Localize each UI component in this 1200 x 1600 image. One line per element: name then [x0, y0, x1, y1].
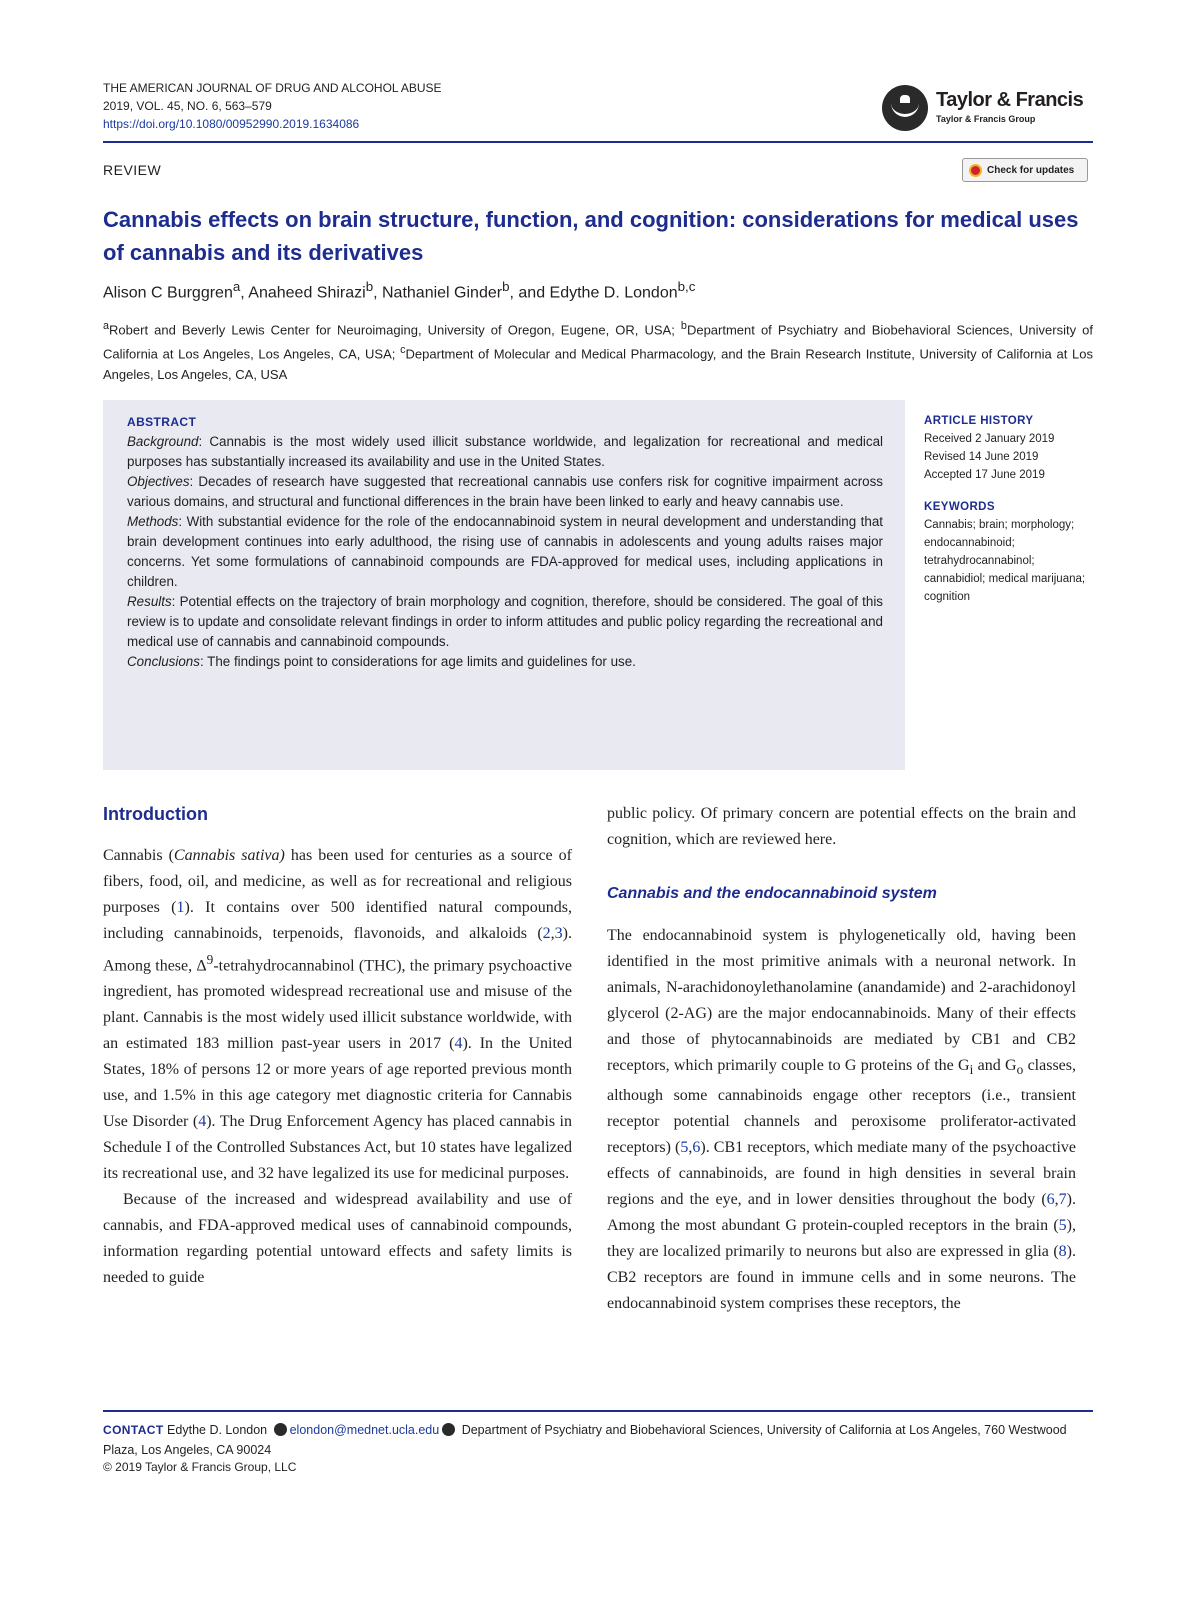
left-column — [103, 801, 572, 1291]
citation-link[interactable]: 6 — [1046, 1191, 1055, 1209]
publisher-name: Taylor & Francis — [936, 89, 1084, 111]
publisher-logo — [882, 85, 1092, 133]
abstract-background — [127, 432, 883, 472]
author: , Anaheed Shirazi — [240, 284, 366, 302]
abstract-label: Conclusions — [127, 654, 200, 669]
doi-link[interactable]: https://doi.org/10.1080/00952990.2019.1634086 — [103, 117, 360, 131]
right-column — [607, 801, 1076, 1317]
citation-link[interactable]: 4 — [198, 1113, 207, 1131]
author-sup: b,c — [677, 279, 696, 294]
abstract-text: : Decades of research have suggested that recreational cannabis use confers risk for cognitive impairment across various domains, and structural and functional differences in the brain have been linked to early and heavy cannabis use. — [127, 474, 883, 509]
affil-text: Department of Psychiatry and Biobehavioral Sciences, University of California at Los Angeles, Los Angeles, CA, USA; — [103, 322, 1093, 362]
author-sup: b — [502, 279, 510, 294]
journal-header — [103, 79, 442, 133]
contact-email-link[interactable]: elondon@mednet.ucla.edu — [289, 1423, 440, 1437]
revised-date: Revised 14 June 2019 — [924, 451, 1039, 463]
lamp-icon — [882, 85, 928, 131]
author: , Nathaniel Ginder — [373, 284, 503, 302]
article-sidebar — [924, 412, 1094, 606]
abstract-heading: ABSTRACT — [127, 415, 197, 429]
abstract-text: : The findings point to considerations for age limits and guidelines for use. — [199, 654, 636, 669]
citation-link[interactable]: 5 — [680, 1139, 689, 1157]
contact-info — [103, 1420, 1093, 1460]
abstract-text: : With substantial evidence for the role of the endocannabinoid system in neural development and understanding that brain development continues into early adulthood, the rising use of cannabis in adolescents and young adults raises major concerns. Yet some formulations of cannabinoid compounds are FDA-approved for medical uses, including applications in children. — [127, 514, 883, 589]
author: Alison C Burggren — [103, 284, 233, 302]
contact-label: CONTACT — [103, 1423, 164, 1437]
abstract-results — [127, 592, 883, 652]
abstract-label: Methods — [127, 514, 179, 529]
copyright: © 2019 Taylor & Francis Group, LLC — [103, 1460, 297, 1474]
section-heading-endocannabinoid: Cannabis and the endocannabinoid system — [607, 885, 937, 902]
received-date: Received 2 January 2019 — [924, 433, 1055, 445]
citation-link[interactable]: 6 — [692, 1139, 701, 1157]
contact-name: Edythe D. London — [163, 1423, 271, 1437]
email-icon — [274, 1423, 287, 1436]
affil-text: Robert and Beverly Lewis Center for Neuroimaging, University of Oregon, Eugene, OR, USA; — [109, 322, 681, 338]
intro-paragraph-2: Because of the increased and widespread availability and use of cannabis, and FDA-approved medical uses of cannabinoid compounds, information regarding potential untoward effects and safety limits is needed to guide — [103, 1191, 572, 1287]
abstract-label: Background — [127, 434, 199, 449]
abstract-text: : Potential effects on the trajectory of brain morphology and cognition, therefore, should be considered. The goal of this review is to update and consolidate relevant findings in order to inform attitudes and public policy regarding the recreational and medical use of cannabis and cannabinoid compounds. — [127, 594, 883, 649]
abstract-content — [127, 412, 883, 672]
abstract-label: Objectives — [127, 474, 190, 489]
abstract-text: : Cannabis is the most widely used illicit substance worldwide, and legalization for recreational and medical purposes has substantially increased its availability and use in the United States. — [127, 434, 883, 469]
address-icon — [442, 1423, 455, 1436]
keywords-heading: KEYWORDS — [924, 501, 995, 513]
author-list — [103, 279, 695, 302]
affiliations — [103, 316, 1093, 385]
affil-text: Department of Molecular and Medical Pharmacology, and the Brain Research Institute, University of California at Los Angeles, Los Angeles, CA, USA — [103, 346, 1093, 382]
check-updates-button[interactable] — [962, 158, 1088, 182]
citation-link[interactable]: 1 — [176, 899, 185, 916]
footer-rule — [103, 1410, 1093, 1412]
history-heading: ARTICLE HISTORY — [924, 415, 1034, 427]
abstract-box — [103, 400, 905, 770]
keywords-text: Cannabis; brain; morphology; endocannabinoid; tetrahydrocannabinol; cannabidiol; medical marijuana; cognition — [924, 519, 1086, 603]
author: , and Edythe D. London — [509, 284, 678, 302]
contact-address: Department of Psychiatry and Biobehavioral Sciences, University of California at Los Angeles, 760 Westwood Plaza, Los Angeles, CA 90024 — [103, 1423, 1067, 1457]
crossmark-icon — [969, 164, 982, 177]
section-heading-introduction: Introduction — [103, 804, 208, 824]
author-sup: b — [365, 279, 374, 294]
journal-name: THE AMERICAN JOURNAL OF DRUG AND ALCOHOL ABUSE — [103, 81, 442, 95]
citation: 2019, VOL. 45, NO. 6, 563–579 — [103, 99, 272, 113]
citation-link[interactable]: 4 — [454, 1035, 463, 1053]
article-type: REVIEW — [103, 162, 162, 178]
article-title: Cannabis effects on brain structure, function, and cognition: considerations for medical uses of cannabis and its derivatives — [103, 207, 1079, 265]
abstract-label: Results — [127, 594, 172, 609]
abstract-methods — [127, 512, 883, 592]
check-updates-label: Check for updates — [987, 164, 1075, 176]
abstract-objectives — [127, 472, 883, 512]
citation-link[interactable]: 7 — [1058, 1191, 1067, 1209]
header-rule — [103, 141, 1093, 143]
citation-link[interactable]: 2 — [542, 925, 551, 942]
affil-sup: a — [103, 320, 110, 332]
publisher-group: Taylor & Francis Group — [936, 114, 1036, 124]
affil-sup: b — [680, 320, 687, 332]
affil-sup: c — [400, 344, 406, 357]
abstract-conclusions — [127, 652, 883, 672]
accepted-date: Accepted 17 June 2019 — [924, 469, 1045, 481]
endocannabinoid-paragraph: The endocannabinoid system is phylogenetically old, having been identified in the most primitive animals with a neuronal network. In animals, N-arachidonoylethanolamine (anandamide) and 2-arachidonoyl glycerol (2-AG) are the major endocannabinoids. Many of their effects and those of phytocannabinoids are mediated by CB1 and CB2 receptors, which primarily couple to G proteins of the $G_i$ and $G_o$ classes, although some cannabinoids engage other receptors (i.e., transient receptor potential channels and peroxisome proliferator-activated receptors) (5,6). CB1 receptors, which mediate many of the psychoactive effects of cannabinoids, are found in high densities in several brain regions and the eye, and in lower densities throughout the body (6,7). Among the most abundant G protein-coupled receptors in the brain (5), they are localized primarily to neurons but also are expressed in glia (8). CB2 receptors are found in immune cells and in some neurons. The endocannabinoid system comprises these receptors, the — [607, 927, 1076, 1313]
intro-paragraph-continued: public policy. Of primary concern are potential effects on the brain and cognition, which are reviewed here. — [607, 805, 1076, 848]
citation-link[interactable]: 5 — [1058, 1217, 1067, 1235]
intro-paragraph-1: Cannabis (Cannabis sativa) has been used for centuries as a source of fibers, food, oil, and medicine, as well as for recreational and religious purposes (1). It contains over 500 identified natural compounds, including cannabinoids, terpenoids, flavonoids, and alkaloids (2,3). Among these, $\Delta^9$-tetrahydrocannabinol (THC), the primary psychoactive ingredient, has promoted widespread recreational use and misuse of the plant. Cannabis is the most widely used illicit substance worldwide, with an estimated 183 million past-year users in 2017 (4). In the United States, 18% of persons 12 or more years of age reported previous month use, and 1.5% in this age category met diagnostic criteria for Cannabis Use Disorder (4). The Drug Enforcement Agency has placed cannabis in Schedule I of the Controlled Substances Act, but 10 states have legalized its recreational use, and 32 have legalized its use for medicinal purposes. — [103, 847, 573, 1183]
citation-link[interactable]: 8 — [1058, 1243, 1067, 1261]
author-sup: a — [232, 279, 241, 294]
citation-link[interactable]: 3 — [554, 925, 563, 942]
